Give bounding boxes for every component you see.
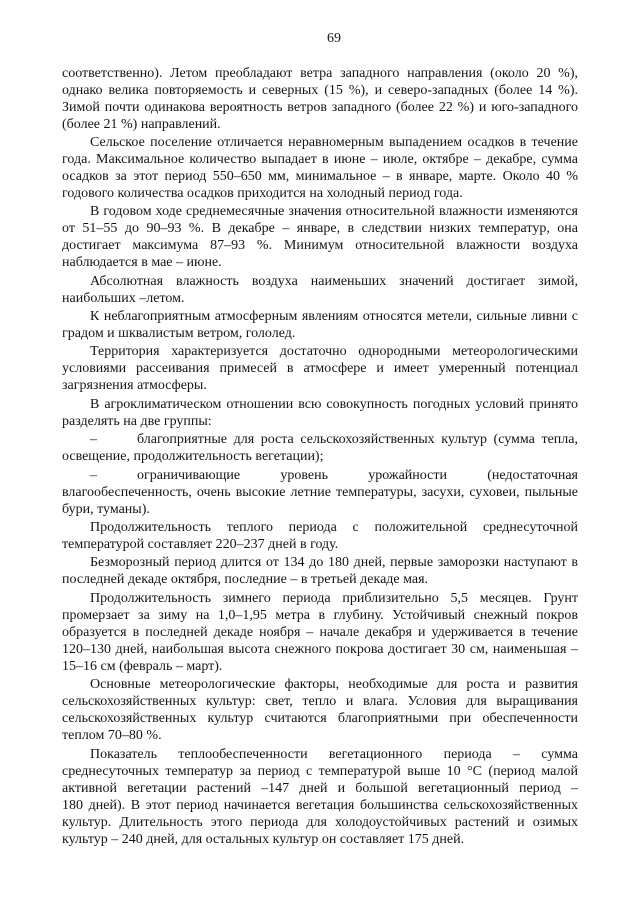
- text-line: промерзает за зиму на 1,0–1,95 метра в глубину. Устойчивый снежный покров: [62, 607, 578, 623]
- list-marker: –: [90, 432, 97, 448]
- page-number: 69: [327, 30, 341, 46]
- paragraph: [62, 746, 578, 848]
- text-line: года. Максимальное количество выпадает в июне – июле, октябре – декабре, сумма: [62, 151, 578, 167]
- text-line: от 51–55 до 90–93 %. В декабре – январе, в следствии низких температур, она: [62, 221, 578, 237]
- text-line: Зимой почти одинакова вероятность ветров западного (более 22 %) и юго-западного: [62, 99, 578, 115]
- text-line: Основные метеорологические факторы, необходимые для роста и развития: [90, 677, 578, 693]
- paragraph: [62, 65, 578, 133]
- list-item: [62, 467, 578, 518]
- text-line: Продолжительность теплого периода с положительной среднесуточной: [90, 520, 578, 536]
- text-line: В агроклиматическом отношении всю совокупность погодных условий принято: [90, 396, 578, 412]
- text-line: сельскохозяйственных культур считаются благоприятными при обеспеченности: [62, 711, 578, 727]
- text-line: (более 21 %) направлений.: [62, 116, 221, 132]
- paragraph: [62, 134, 578, 202]
- text-line: осадков за этот период 550–650 мм, минимальное – в январе, марте. Около 40 %: [62, 168, 578, 184]
- text-line: бури, туманы).: [62, 501, 150, 517]
- list-item: [62, 431, 578, 465]
- text-line: сельскохозяйственных культур: свет, тепло и влага. Условия для выращивания: [62, 694, 578, 710]
- paragraph: [62, 273, 578, 307]
- document-body: [62, 65, 578, 848]
- text-line: культур. Длительность этого периода для холодоустойчивых растений и озимых: [62, 814, 578, 830]
- list-marker: –: [90, 467, 97, 483]
- paragraph: [62, 554, 578, 588]
- paragraph: [62, 203, 578, 271]
- text-line: Продолжительность зимнего периода приблизительно 5,5 месяцев. Грунт: [90, 590, 578, 606]
- paragraph: [62, 676, 578, 744]
- text-line: В годовом ходе среднемесячные значения относительной влажности изменяются: [90, 204, 578, 220]
- text-line: соответственно). Летом преобладают ветра западного направления (около 20 %),: [62, 65, 578, 81]
- text-line: освещение, продолжительность вегетации);: [62, 449, 324, 465]
- text-line: Показатель теплообеспеченности вегетационного периода – сумма: [90, 746, 578, 762]
- text-line: Абсолютная влажность воздуха наименьших значений достигает зимой,: [90, 273, 578, 289]
- text-line: наблюдается в мае – июне.: [62, 255, 222, 271]
- text-line: годового количества осадков приходится на холодный период года.: [62, 185, 463, 201]
- list-item-text: ограничивающие уровень урожайности (недостаточная: [137, 467, 578, 483]
- text-line: наибольших –летом.: [62, 290, 185, 306]
- text-line: культур – 240 дней, для остальных культур он составляет 175 дней.: [62, 831, 465, 847]
- text-line: среднесуточных температур за период с температурой выше 10 °C (период малой: [62, 763, 578, 779]
- list-item-text: благоприятные для роста сельскохозяйственных культур (сумма тепла,: [137, 432, 578, 448]
- paragraph: [62, 590, 578, 675]
- paragraph: [62, 519, 578, 553]
- text-line: последней декаде октября, последние – в третьей декаде мая.: [62, 572, 429, 588]
- text-line: [62, 431, 578, 448]
- text-line: Сельское поселение отличается неравномерным выпадением осадков в течение: [90, 134, 578, 150]
- text-line: 120–130 дней, наибольшая высота снежного покрова достигает 30 см, наименьшая –: [62, 641, 578, 657]
- text-line: теплом 70–80 %.: [62, 728, 162, 744]
- text-line: 180 дней). В этот период начинается вегетация большинства сельскохозяйственных: [62, 797, 578, 813]
- text-line: 15–16 см (февраль – март).: [62, 658, 223, 674]
- text-line: влагообеспеченность, очень высокие летние температуры, засухи, суховеи, пыльные: [62, 484, 578, 500]
- text-line: [62, 467, 578, 484]
- text-line: загрязнения атмосферы.: [62, 378, 207, 394]
- text-line: образуется в последней декаде ноября – начале декабря и удерживается в течение: [62, 624, 578, 640]
- text-line: активной вегетации растений –147 дней и большой вегетационный период –: [62, 780, 578, 796]
- text-line: однако велика повторяемость и северных (15 %), и северо-западных (более 14 %).: [62, 82, 578, 98]
- text-line: градом и шквалистым ветром, гололед.: [62, 326, 296, 342]
- text-line: Безморозный период длится от 134 до 180 дней, первые заморозки наступают в: [90, 555, 578, 571]
- paragraph: [62, 308, 578, 342]
- text-line: температурой составляет 220–237 дней в году.: [62, 537, 339, 553]
- text-line: достигает максимума 87–93 %. Минимум относительной влажности воздуха: [62, 238, 578, 254]
- text-line: К неблагоприятным атмосферным явлениям относятся метели, сильные ливни с: [90, 309, 578, 325]
- text-line: условиями рассеивания примесей в атмосфере и имеет умеренный потенциал: [62, 361, 578, 377]
- text-line: Территория характеризуется достаточно однородными метеорологическими: [90, 344, 578, 360]
- text-line: разделять на две группы:: [62, 413, 212, 429]
- paragraph: [62, 396, 578, 430]
- paragraph: [62, 343, 578, 394]
